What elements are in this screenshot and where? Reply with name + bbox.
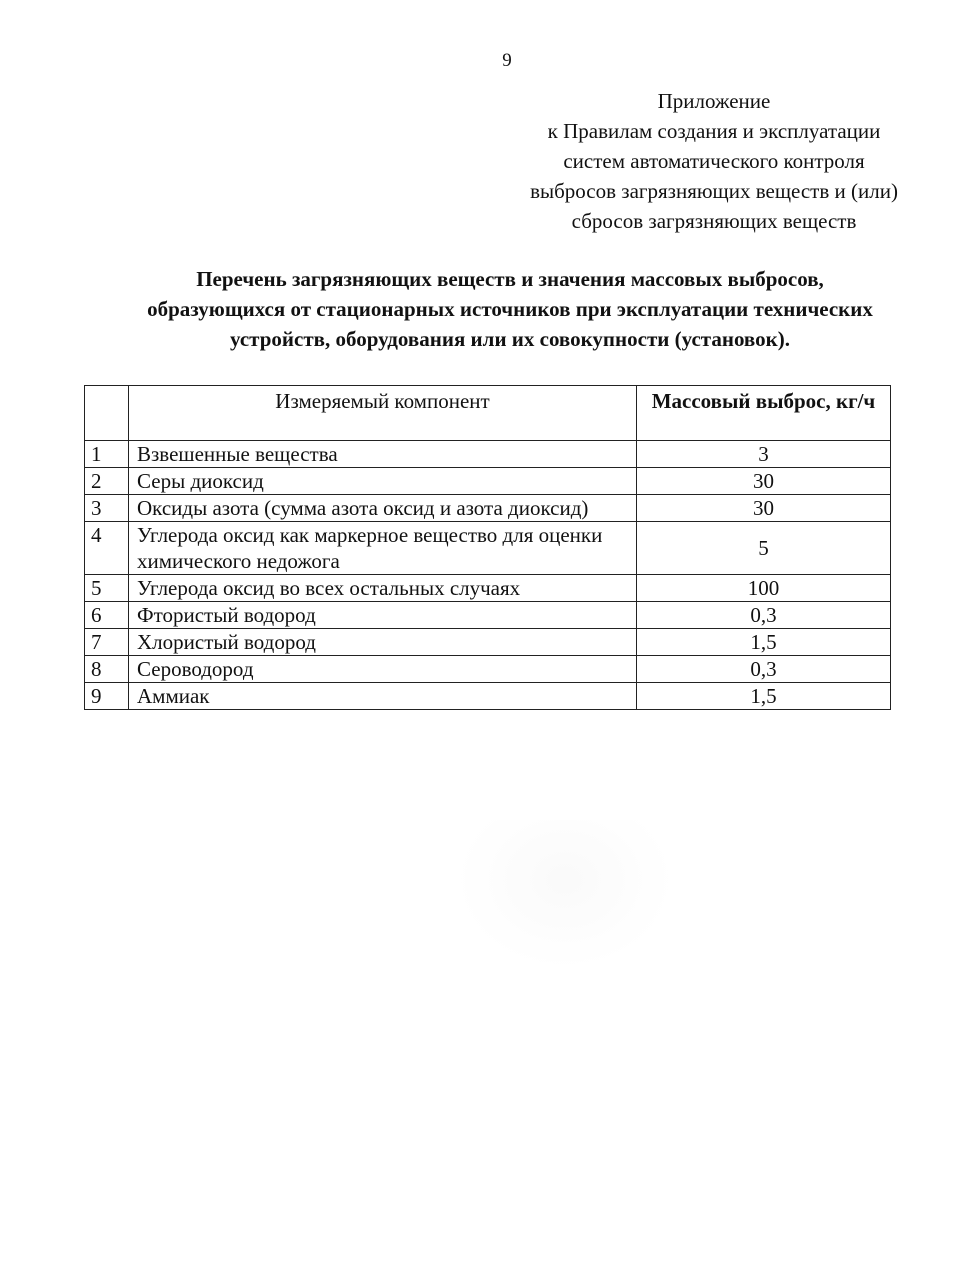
title-line: Перечень загрязняющих веществ и значения массовых выбросов,	[196, 267, 824, 291]
component-name: Серы диоксид	[129, 468, 637, 495]
title-line: устройств, оборудования или их совокупности (установок).	[230, 327, 790, 351]
component-name: Хлористый водород	[129, 629, 637, 656]
mass-emission-value: 1,5	[637, 683, 891, 710]
row-number: 3	[85, 495, 129, 522]
table-row	[85, 683, 891, 710]
table-row	[85, 656, 891, 683]
title-line: образующихся от стационарных источников при эксплуатации технических	[147, 297, 873, 321]
table-row	[85, 602, 891, 629]
table-row	[85, 575, 891, 602]
component-name: Аммиак	[129, 683, 637, 710]
table-row	[85, 441, 891, 468]
row-number: 6	[85, 602, 129, 629]
component-name: Фтористый водород	[129, 602, 637, 629]
emissions-table	[84, 385, 891, 710]
mass-emission-value: 5	[637, 522, 891, 575]
header-number	[85, 386, 129, 441]
appendix-line: выбросов загрязняющих веществ и (или)	[530, 179, 898, 203]
row-number: 9	[85, 683, 129, 710]
component-name: Углерода оксид во всех остальных случаях	[129, 575, 637, 602]
header-component: Измеряемый компонент	[129, 386, 637, 441]
table-row	[85, 629, 891, 656]
row-number: 5	[85, 575, 129, 602]
mass-emission-value: 30	[637, 495, 891, 522]
page-number: 9	[502, 50, 512, 71]
row-number: 4	[85, 522, 129, 575]
appendix-line: систем автоматического контроля	[563, 149, 865, 173]
document-title	[60, 264, 960, 354]
scan-smudge	[455, 820, 675, 970]
appendix-line: Приложение	[657, 89, 771, 113]
table-header-row	[85, 386, 891, 441]
mass-emission-value: 1,5	[637, 629, 891, 656]
component-name: Углерода оксид как маркерное вещество для оценки химического недожога	[129, 522, 637, 575]
appendix-line: к Правилам создания и эксплуатации	[547, 119, 881, 143]
component-name: Взвешенные вещества	[129, 441, 637, 468]
appendix-line: сбросов загрязняющих веществ	[571, 209, 857, 233]
header-mass-emission: Массовый выброс, кг/ч	[637, 386, 891, 441]
mass-emission-value: 0,3	[637, 602, 891, 629]
mass-emission-value: 30	[637, 468, 891, 495]
component-name: Сероводород	[129, 656, 637, 683]
appendix-header	[500, 86, 928, 236]
row-number: 8	[85, 656, 129, 683]
row-number: 7	[85, 629, 129, 656]
mass-emission-value: 0,3	[637, 656, 891, 683]
row-number: 1	[85, 441, 129, 468]
mass-emission-value: 3	[637, 441, 891, 468]
component-name: Оксиды азота (сумма азота оксид и азота диоксид)	[129, 495, 637, 522]
table-body	[85, 441, 891, 710]
table-row	[85, 468, 891, 495]
table-row	[85, 522, 891, 575]
row-number: 2	[85, 468, 129, 495]
table-row	[85, 495, 891, 522]
mass-emission-value: 100	[637, 575, 891, 602]
